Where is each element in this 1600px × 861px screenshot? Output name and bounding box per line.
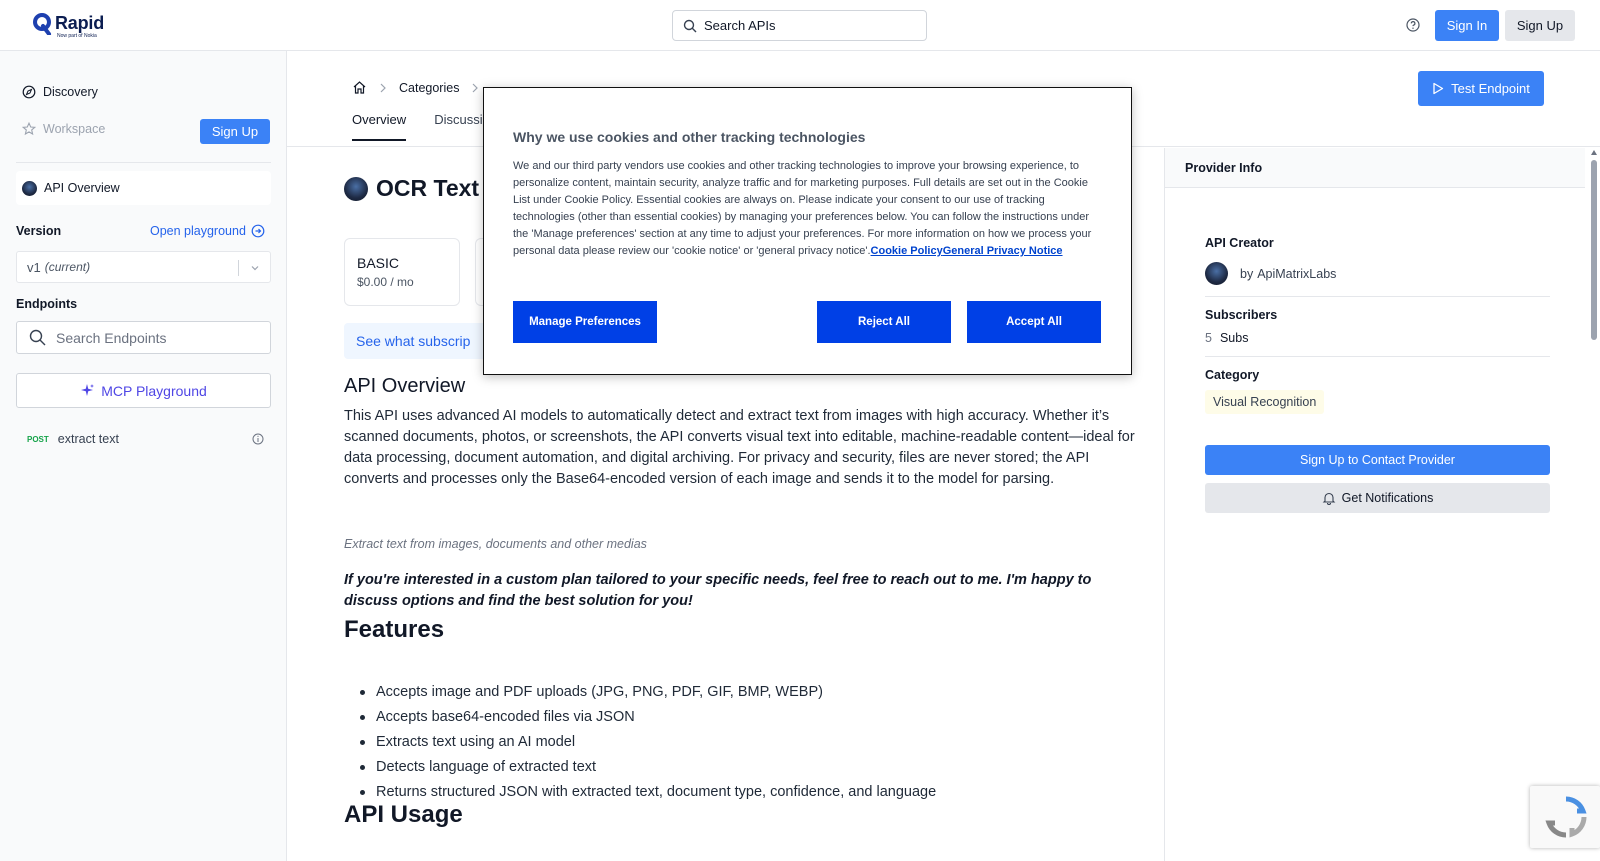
- list-item: Accepts base64-encoded files via JSON: [376, 705, 936, 730]
- breadcrumb: [352, 80, 491, 95]
- search-apis-placeholder: Search APIs: [704, 18, 776, 33]
- divider: [1205, 356, 1550, 357]
- breadcrumb-categories[interactable]: Categories: [399, 80, 460, 95]
- sign-up-button[interactable]: Sign Up: [1505, 10, 1575, 41]
- subscribers-label: Subscribers: [1205, 308, 1278, 322]
- chevron-right-icon: [471, 83, 479, 93]
- endpoint-method-badge: POST: [27, 434, 49, 444]
- version-select[interactable]: [16, 251, 271, 283]
- test-endpoint-label: Test Endpoint: [1451, 81, 1530, 96]
- subscribers-value: [1205, 331, 1248, 345]
- scroll-thumb[interactable]: [1591, 160, 1597, 340]
- creator-name: ApiMatrixLabs: [1257, 266, 1337, 281]
- api-creator-label: API Creator: [1205, 236, 1274, 250]
- arrow-circle-right-icon: [251, 224, 265, 238]
- plan-name: BASIC: [357, 255, 400, 271]
- category-label: Category: [1205, 368, 1260, 382]
- list-item: Accepts image and PDF uploads (JPG, PNG, PDF, GIF, BMP, WEBP): [376, 680, 936, 705]
- open-playground-label: Open playground: [150, 224, 246, 238]
- category-badge[interactable]: Visual Recognition: [1205, 390, 1324, 414]
- sparkle-icon: [80, 383, 95, 398]
- sidebar-item-api-overview[interactable]: [16, 171, 271, 205]
- cookie-title: Why we use cookies and other tracking technologies: [513, 129, 866, 145]
- plan-price: $0.00 / mo: [357, 275, 414, 289]
- sidebar-item-label: Discovery: [43, 85, 98, 99]
- provider-info-header: Provider Info: [1165, 148, 1585, 188]
- top-navbar: [0, 0, 1600, 51]
- contact-provider-button[interactable]: Sign Up to Contact Provider: [1205, 445, 1550, 475]
- compass-icon: [22, 85, 36, 99]
- api-title-text: OCR Text: [376, 175, 480, 201]
- privacy-notice-link[interactable]: General Privacy Notice: [942, 245, 1063, 257]
- cookie-body-text: We and our third party vendors use cookies and other tracking technologies to improve your browsing experience, to personalize content, maintain security, analyze traffic and for marketing purposes. Full details are set out in the Cookie List under Cookie Policy. Essential cookies are always on. Please indicate your consent to our use of tracking technologies (other than essential cookies) by managing your preferences below. You can follow the instructions under the 'Manage preferences' section at any time to adjust your preferences. For more information on how we process your personal data please review our 'cookie notice' or 'general privacy notice'.: [513, 160, 1092, 257]
- rapid-logo-icon: [33, 13, 52, 35]
- scrollbar[interactable]: [1591, 150, 1597, 860]
- logo-name: Rapid: [55, 13, 105, 33]
- subscribers-count: 5: [1205, 331, 1212, 345]
- endpoints-label: Endpoints: [16, 297, 78, 311]
- sidebar-item-discovery[interactable]: [22, 85, 98, 99]
- cookie-policy-link[interactable]: Cookie Policy: [870, 245, 943, 257]
- list-item: Detects language of extracted text: [376, 755, 936, 780]
- home-icon[interactable]: [352, 80, 367, 95]
- sign-in-button[interactable]: Sign In: [1435, 10, 1499, 41]
- version-value: v1: [27, 259, 41, 275]
- star-icon: [22, 122, 36, 136]
- left-sidebar: [0, 51, 287, 861]
- creator-avatar: [1205, 262, 1228, 285]
- version-current-tag: (current): [44, 260, 91, 274]
- search-endpoints-input[interactable]: [16, 321, 271, 354]
- chevron-down-icon: [250, 263, 260, 273]
- sidebar-item-label: API Overview: [44, 181, 120, 195]
- scroll-up-icon[interactable]: [1591, 150, 1597, 155]
- info-icon[interactable]: [252, 433, 264, 445]
- features-heading: Features: [344, 616, 445, 643]
- custom-plan-note: If you're interested in a custom plan tailored to your specific needs, feel free to reach out to me. I'm happy to discuss options and find the best solution for you!: [344, 572, 1092, 609]
- search-apis-input[interactable]: [672, 10, 927, 41]
- recaptcha-badge[interactable]: [1530, 786, 1600, 848]
- api-description: Extract text from images, documents and other medias: [344, 537, 647, 551]
- open-playground-link[interactable]: [150, 224, 265, 238]
- provider-info-panel: [1164, 148, 1600, 861]
- overview-heading: API Overview: [344, 375, 466, 397]
- sidebar-divider: [16, 162, 271, 163]
- endpoint-item[interactable]: [27, 430, 267, 448]
- see-subscriptions-link[interactable]: See what subscrip: [344, 323, 564, 359]
- get-notifications-button[interactable]: [1205, 483, 1550, 513]
- list-item: Extracts text using an AI model: [376, 730, 936, 755]
- bell-icon: [1322, 491, 1336, 505]
- subscribers-unit: Subs: [1219, 331, 1249, 345]
- api-avatar: [344, 177, 368, 201]
- reject-all-button[interactable]: Reject All: [817, 301, 951, 343]
- creator-by: by: [1240, 266, 1254, 281]
- logo-subtitle: Now part of Nokia: [57, 33, 97, 39]
- help-icon[interactable]: [1406, 18, 1420, 37]
- search-icon: [29, 329, 46, 346]
- tab-discussions[interactable]: Discussi: [434, 112, 483, 127]
- sidebar-item-label: Workspace: [43, 122, 106, 136]
- divider: [1205, 296, 1550, 297]
- endpoint-name: extract text: [57, 432, 119, 446]
- mcp-playground-label: MCP Playground: [101, 382, 207, 399]
- play-icon: [1432, 82, 1444, 95]
- manage-preferences-button[interactable]: Manage Preferences: [513, 301, 657, 343]
- api-creator[interactable]: [1205, 262, 1336, 285]
- sidebar-sign-up-button[interactable]: Sign Up: [200, 119, 270, 144]
- overview-paragraph: This API uses advanced AI models to automatically detect and extract text from images with high accuracy. Whether it’s scanned documents, photos, or screenshots, the API converts visual text into editable, machine-readable content—ideal for data processing, document automation, and digital archiving. For privacy and security, files are never stored; the API converts and processes only the Base64-encoded version of each image and sends it to the model for parsing.: [344, 408, 1135, 487]
- plan-card-basic[interactable]: [344, 238, 460, 306]
- api-usage-heading: API Usage: [344, 801, 463, 828]
- mcp-playground-button[interactable]: [16, 373, 271, 408]
- get-notifications-label: Get Notifications: [1341, 491, 1434, 505]
- api-avatar: [22, 181, 37, 196]
- search-endpoints-placeholder: Search Endpoints: [56, 329, 167, 346]
- accept-all-button[interactable]: Accept All: [967, 301, 1101, 343]
- rapid-logo[interactable]: [33, 13, 104, 39]
- tab-overview[interactable]: Overview: [352, 112, 406, 141]
- sidebar-item-workspace[interactable]: [22, 122, 105, 136]
- search-icon: [683, 19, 697, 33]
- features-list: [376, 680, 936, 805]
- api-title: [344, 175, 479, 202]
- cookie-consent-dialog: [483, 87, 1132, 375]
- cookie-body: [513, 158, 1105, 260]
- list-item: Returns structured JSON with extracted text, document type, confidence, and language: [376, 780, 936, 805]
- select-separator: [238, 260, 239, 276]
- test-endpoint-button[interactable]: [1418, 71, 1544, 106]
- recaptcha-icon: [1544, 795, 1588, 839]
- version-label: Version: [16, 224, 62, 238]
- chevron-right-icon: [379, 83, 387, 93]
